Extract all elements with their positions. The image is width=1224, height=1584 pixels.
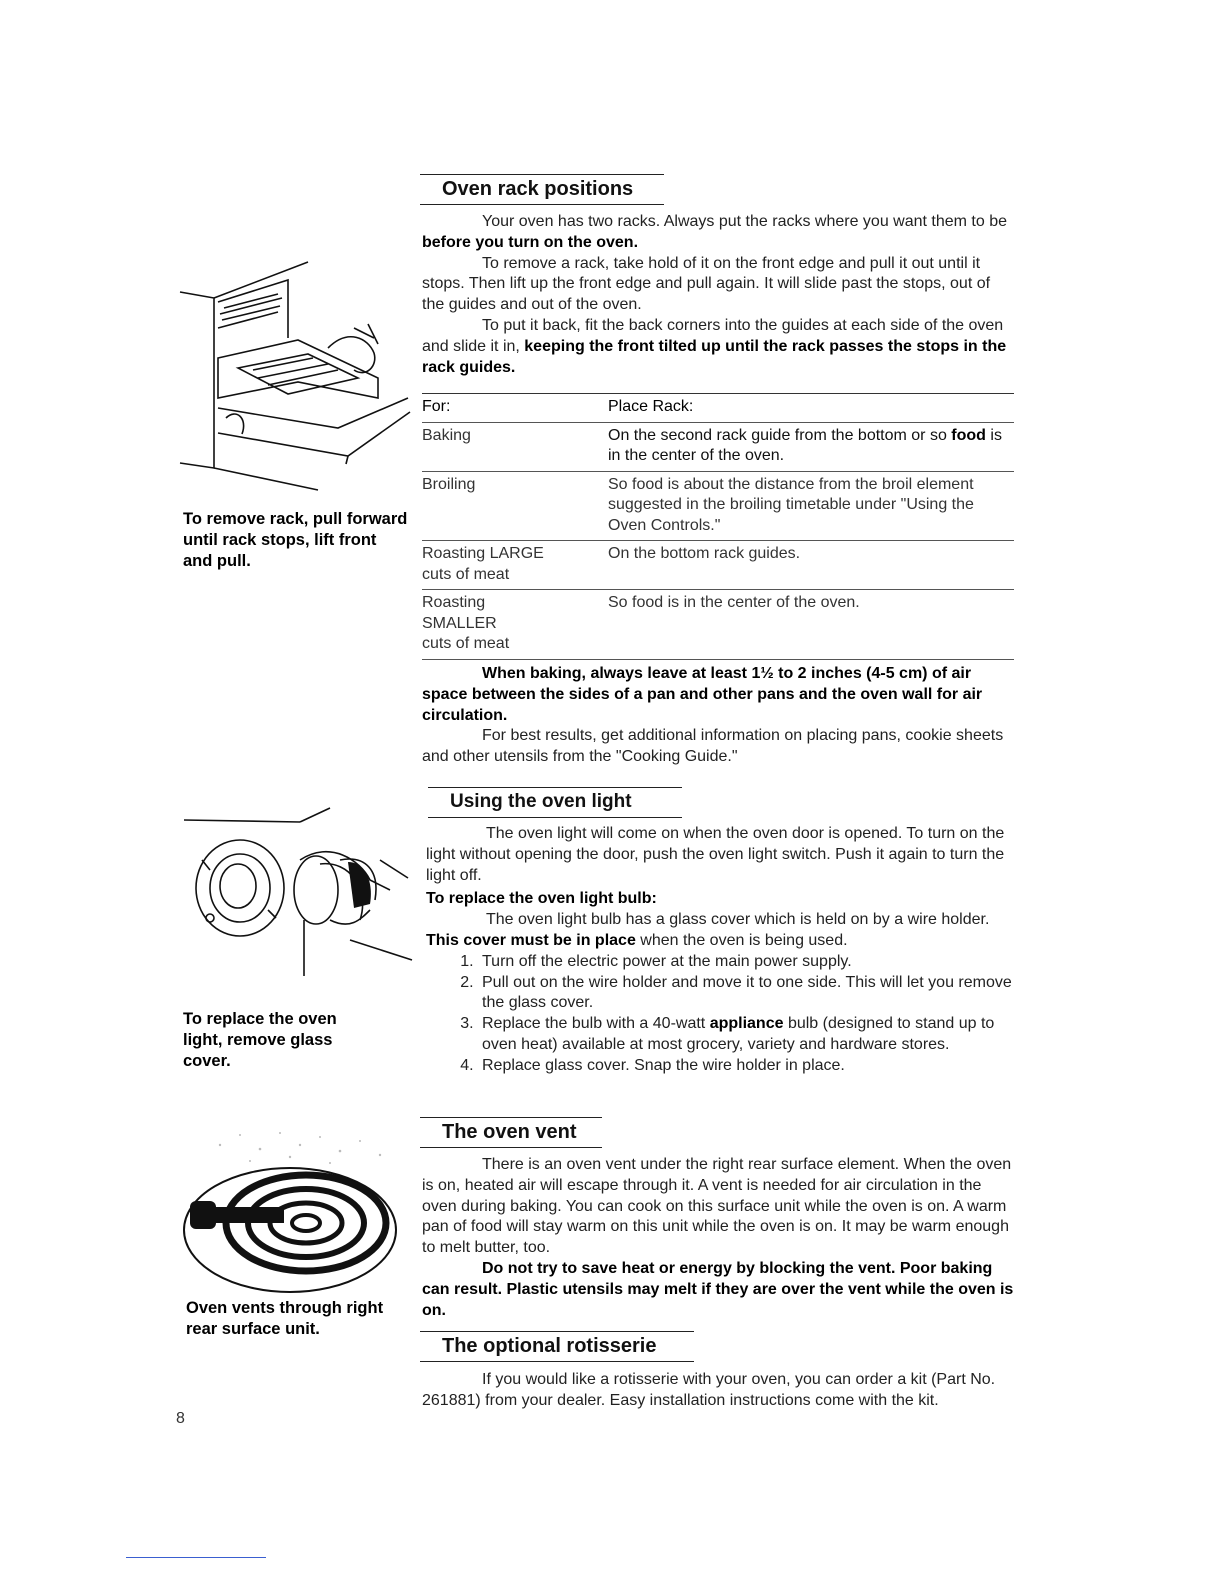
row-place-cell: On the second rack guide from the bottom or so food is in the center of the oven. [608, 426, 1002, 464]
vent-warning-paragraph: Do not try to save heat or energy by blocking the vent. Poor baking can result. Plastic utensils may melt if they are over the vent while the oven is on. [422, 1259, 1014, 1319]
replace-bulb-subhead: To replace the oven light bulb: [426, 890, 657, 908]
light-paragraph-1: The oven light will come on when the oven door is opened. To turn on the light without opening the door, push the oven light switch. Push it again to turn the light off. [426, 825, 1005, 884]
row-for-cell: Broiling [422, 475, 476, 493]
row-place-cell: On the bottom rack guides. [608, 545, 801, 562]
rack-after-table [422, 664, 1014, 768]
oven-rack-body [422, 212, 1014, 378]
replace-bulb-steps [426, 952, 1022, 1077]
oven-rack-positions-title: Oven rack positions [420, 174, 664, 205]
rack-position-table [422, 393, 1014, 660]
bottom-rule [126, 1557, 266, 1558]
page-number: 8 [176, 1410, 185, 1427]
oven-vent-caption: Oven vents through right rear surface unit. [186, 1299, 384, 1338]
oven-vent-title: The oven vent [420, 1117, 602, 1148]
table-row [422, 472, 1014, 542]
surface-unit-illustration [180, 1105, 410, 1295]
table-header-row [422, 394, 1014, 423]
rack-paragraph-1: Your oven has two racks. Always put the racks where you want them to be before you turn on the oven. [422, 213, 1008, 251]
oven-vent-body [422, 1155, 1014, 1321]
oven-rack-illustration [178, 258, 418, 494]
rack-paragraph-3: To put it back, fit the back corners into the guides at each side of the oven and slide it in, keeping the front tilted up until the rack passes the stops in the rack guides. [422, 316, 1007, 376]
list-item: 1. Turn off the electric power at the main power supply. [478, 952, 1022, 973]
using-oven-light-title: Using the oven light [428, 787, 682, 818]
light-paragraph-2: The oven light bulb has a glass cover which is held on by a wire holder. This cover must be in place when the oven is being used. [426, 911, 990, 949]
row-for-cell: Baking [422, 426, 471, 444]
cooking-guide-paragraph: For best results, get additional information on placing pans, cookie sheets and other utensils from the "Cooking Guide." [422, 727, 1004, 766]
row-for-cell: Roasting SMALLER cuts of meat [422, 594, 510, 652]
oven-light-illustration [180, 800, 420, 980]
air-space-paragraph: When baking, always leave at least 1½ to 2 inches (4-5 cm) of air space between the sides of a pan and other pans and the oven wall for air circulation. [422, 665, 983, 724]
vent-paragraph-1: There is an oven vent under the right rear surface element. When the oven is on, heated air will escape through it. A vent is needed for air circulation in the oven during baking. You can cook on this surface unit while the oven is on. A warm pan of food will stay warm on this unit while the oven is on. It may be warm enough to melt butter, too. [422, 1156, 1012, 1257]
header-for: For: [422, 398, 451, 415]
list-item: 4. Replace glass cover. Snap the wire holder in place. [478, 1056, 1022, 1077]
row-for-cell: Roasting LARGE cuts of meat [422, 545, 544, 583]
oven-light-body [426, 824, 1022, 1077]
optional-rotisserie-title: The optional rotisserie [420, 1331, 694, 1362]
table-row [422, 590, 1014, 660]
row-place-cell: So food is about the distance from the broil element suggested in the broiling timetable under "Using the Oven Controls." [608, 475, 974, 534]
oven-light-caption: To replace the oven light, remove glass cover. [183, 1010, 337, 1070]
rotisserie-body [422, 1370, 1014, 1412]
list-item: 2. Pull out on the wire holder and move it to one side. This will let you remove the glass cover. [478, 973, 1022, 1015]
header-place-rack: Place Rack: [608, 398, 694, 415]
rack-paragraph-2: To remove a rack, take hold of it on the front edge and pull it out until it stops. Then lift up the front edge and pull again. It will slide past the stops, out of the guides and out of the oven. [422, 254, 991, 314]
row-place-cell: So food is in the center of the oven. [608, 594, 860, 611]
rotisserie-paragraph: If you would like a rotisserie with your oven, you can order a kit (Part No. 261881) from your dealer. Easy installation instructions come with the kit. [422, 1371, 996, 1409]
rack-caption: To remove rack, pull forward until rack stops, lift front and pull. [183, 510, 408, 570]
table-row [422, 423, 1014, 472]
table-row [422, 541, 1014, 590]
list-item: 3. Replace the bulb with a 40-watt appliance bulb (designed to stand up to oven heat) available at most grocery, variety and hardware stores. [478, 1014, 1022, 1056]
